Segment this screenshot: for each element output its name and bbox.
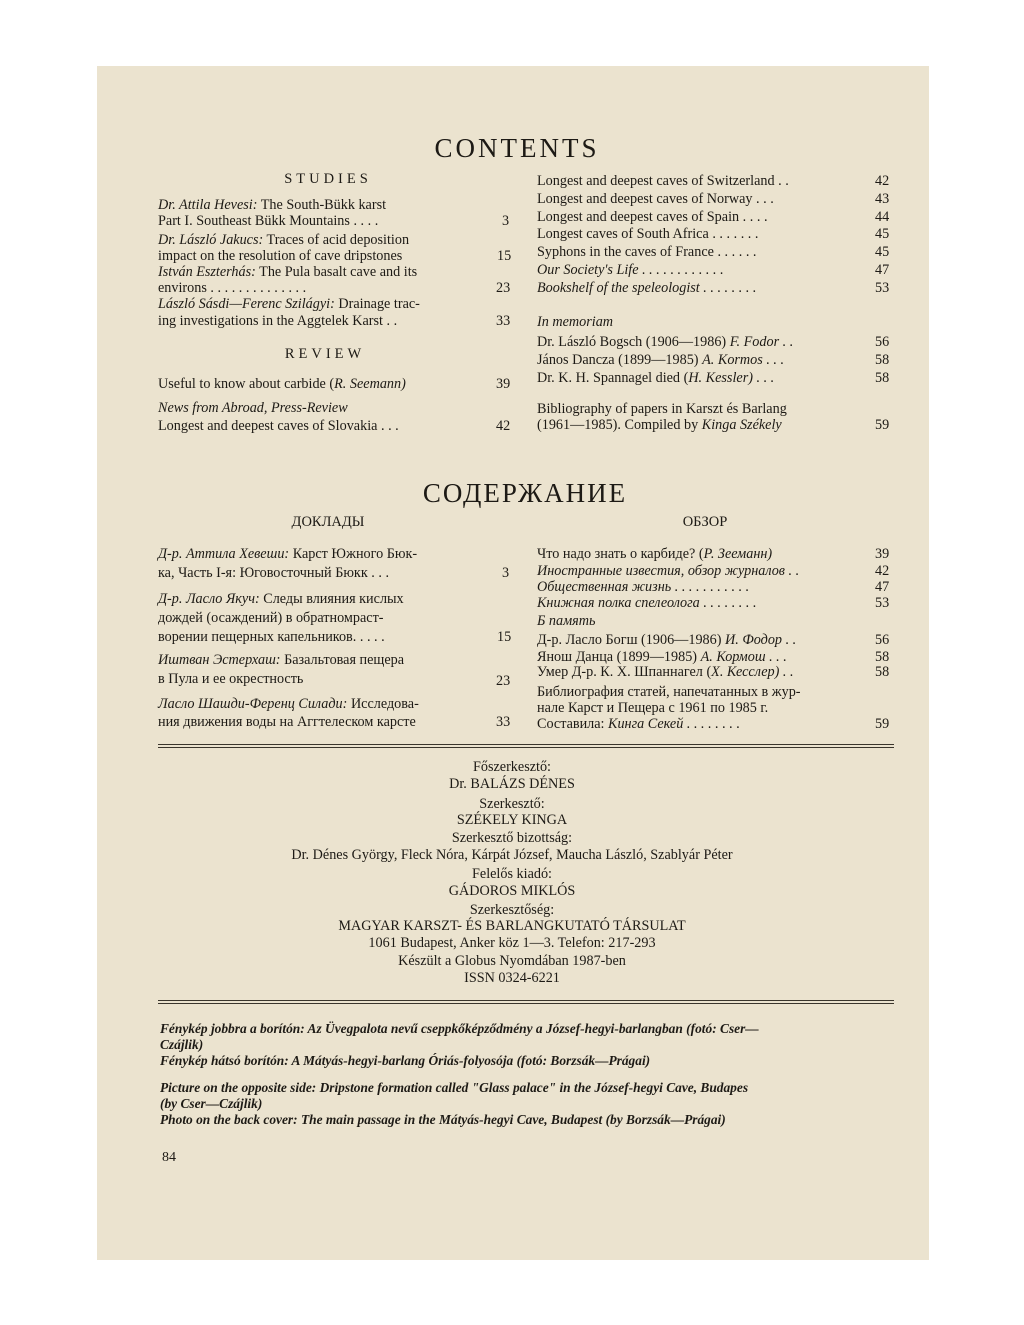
masthead-printer: Készült a Globus Nyomdában 1987-ben [398,953,626,969]
ru-bibliography-line-2: нале Карст и Пещера с 1961 по 1985 г. [537,700,769,716]
ru-memoriam-2: Янош Данца (1899—1985) А. Кормош . . . [537,649,787,665]
ru-review-1: Что надо знать о карбиде? (Р. Зееманн) [537,546,773,562]
review-heading: REVIEW [284,346,366,362]
ru-memoriam-2-page: 58 [875,649,890,665]
right-entry-6: Our Society's Life . . . . . . . . . . . . [537,262,724,278]
ru-review-4: Книжная полка спелеолога . . . . . . . . [537,595,757,611]
right-entry-1-page: 42 [875,173,890,189]
ru-review-2: Иностранные известия, обзор журналов . . [537,563,800,579]
caption-back-en: Photo on the back cover: The main passage in the Mátyás-hegyi Cave, Budapest (by Borzsák—Prágai) [160,1112,726,1127]
memoriam-2-page: 58 [875,352,890,368]
ru-bibliography-line-3: Составила: Кинга Секей . . . . . . . . [537,716,741,732]
bibliography-line-1: Bibliography of papers in Karszt és Barlang [537,401,787,417]
ru-study-3-line-2: в Пула и ее окрестность [158,671,304,687]
divider-lower [158,1000,894,1001]
right-entry-3-page: 44 [875,209,890,225]
ru-review-4-page: 53 [875,595,890,611]
study-3-line-2: environs . . . . . . . . . . . . . . [158,280,307,296]
masthead-society: MAGYAR KARSZT- ÉS BARLANGKUTATÓ TÁRSULAT [338,918,686,934]
right-entry-5-page: 45 [875,244,890,260]
studies-heading: STUDIES [284,171,372,187]
ru-study-4-line-1: Ласло Шашди-Ференц Силади: Исследова- [158,696,419,712]
ru-study-3-line-1: Иштван Эстерхаш: Базальтовая пещера [158,652,405,668]
caption-front-hu-1: Fénykép jobbra a borítón: Az Üvegpalota nevű cseppkőképződmény a József-hegyi-barlangban (fotó: Cser— [160,1021,759,1036]
ru-review-3: Общественная жизнь . . . . . . . . . . . [537,579,750,595]
caption-back-hu: Fénykép hátsó borítón: A Mátyás-hegyi-barlang Óriás-folyosója (fotó: Borzsák—Prágai) [160,1053,651,1068]
study-2-line-2: impact on the resolution of cave dripstones [158,248,403,264]
ru-study-1-line-1: Д-р. Аттила Хевеши: Карст Южного Бюк- [158,546,418,562]
right-entry-2-page: 43 [875,191,890,207]
ru-study-4-page: 33 [496,714,511,730]
right-entry-7-page: 53 [875,280,890,296]
page-number: 84 [162,1150,176,1165]
review-2: News from Abroad, Press-Review [158,400,348,416]
review-3: Longest and deepest caves of Slovakia . . . [158,418,399,434]
study-1-line-1: Dr. Attila Hevesi: The South-Bükk karst [158,197,387,213]
study-3-page: 23 [496,280,511,296]
ru-bibliography-line-1: Библиография статей, напечатанных в жур- [537,684,801,700]
in-memoriam-heading: In memoriam [537,314,614,330]
ru-memoriam-heading: Б память [537,613,596,629]
divider-upper [158,744,894,745]
ru-study-2-page: 15 [497,629,512,645]
ru-study-4-line-2: ния движения воды на Аггтелеском карсте [158,714,416,730]
ru-memoriam-1: Д-р. Ласло Богш (1906—1986) И. Фодор . . [537,632,797,648]
ru-memoriam-3-page: 58 [875,664,890,680]
ru-memoriam-1-page: 56 [875,632,890,648]
ru-study-2-line-2: дождей (осаждений) в обратномраст- [158,610,384,626]
right-entry-6-page: 47 [875,262,890,278]
ru-bibliography-page: 59 [875,716,890,732]
memoriam-1-page: 56 [875,334,890,350]
divider-lower-2 [158,1003,894,1004]
right-entry-4: Longest caves of South Africa . . . . . . . [537,226,759,242]
ru-memoriam-3: Умер Д-р. К. Х. Шпаннагел (Х. Кесслер) . . [537,664,794,680]
study-4-line-1: László Sásdi—Ferenc Szilágyi: Drainage trac- [158,296,420,312]
ru-study-1-page: 3 [502,565,510,581]
masthead-editor-label: Szerkesztő: [479,796,545,812]
study-1-page: 3 [502,213,510,229]
bibliography-line-2: (1961—1985). Compiled by Kinga Székely [537,417,782,433]
masthead-chief-editor: Dr. BALÁZS DÉNES [449,776,575,792]
masthead-publisher-label: Felelős kiadó: [472,866,552,882]
memoriam-3-page: 58 [875,370,890,386]
ru-study-3-page: 23 [496,673,511,689]
study-3-line-1: István Eszterhás: The Pula basalt cave and its [158,264,418,280]
ru-study-2-line-1: Д-р. Ласло Якуч: Следы влияния кислых [158,591,404,607]
masthead-board-label: Szerkesztő bizottság: [451,830,573,846]
caption-front-en-1: Picture on the opposite side: Dripstone formation called "Glass palace" in the József-hegyi Cave, Budapes [160,1080,749,1095]
review-1-page: 39 [496,376,511,392]
ru-review-3-page: 47 [875,579,890,595]
masthead-editor: SZÉKELY KINGA [456,812,568,828]
ru-review-1-page: 39 [875,546,890,562]
russian-review-heading: ОБЗОР [682,514,728,530]
divider-upper-2 [158,747,894,748]
study-1-line-2: Part I. Southeast Bükk Mountains . . . . [158,213,379,229]
review-3-page: 42 [496,418,511,434]
right-entry-3: Longest and deepest caves of Spain . . . . [537,209,768,225]
right-entry-4-page: 45 [875,226,890,242]
ru-study-1-line-2: ка, Часть I-я: Юговосточный Бюкк . . . [158,565,390,581]
contents-title: CONTENTS [434,133,600,163]
right-entry-1: Longest and deepest caves of Switzerland . . [537,173,789,189]
study-4-line-2: ing investigations in the Aggtelek Karst . . [158,313,398,329]
masthead-issn: ISSN 0324-6221 [464,970,560,986]
masthead-board: Dr. Dénes György, Fleck Nóra, Kárpát József, Maucha László, Szablyár Péter [291,847,733,863]
memoriam-1: Dr. László Bogsch (1906—1986) F. Fodor . . [537,334,794,350]
study-2-line-1: Dr. László Jakucs: Traces of acid deposition [158,232,410,248]
review-1: Useful to know about carbide (R. Seemann) [158,376,406,392]
russian-contents-title: СОДЕРЖАНИЕ [422,478,628,508]
bibliography-page: 59 [875,417,890,433]
russian-reports-heading: ДОКЛАДЫ [291,514,365,530]
right-entry-2: Longest and deepest caves of Norway . . . [537,191,774,207]
masthead-publisher: GÁDOROS MIKLÓS [448,883,576,899]
ru-review-2-page: 42 [875,563,890,579]
right-entry-5: Syphons in the caves of France . . . . . . [537,244,757,260]
right-entry-7: Bookshelf of the speleologist . . . . . . . . [537,280,757,296]
masthead-address: 1061 Budapest, Anker köz 1—3. Telefon: 217-293 [368,935,656,951]
masthead-office-label: Szerkesztőség: [469,902,555,918]
study-2-page: 15 [497,248,512,264]
ru-study-2-line-3: ворении пещерных капельников. . . . . [158,629,385,645]
study-4-page: 33 [496,313,511,329]
memoriam-2: János Dancza (1899—1985) A. Kormos . . . [537,352,785,368]
caption-front-hu-2: Czájlik) [160,1037,204,1052]
memoriam-3: Dr. K. H. Spannagel died (H. Kessler) . . . [537,370,775,386]
caption-front-en-2: (by Cser—Czájlik) [160,1096,263,1111]
masthead-chief-editor-label: Főszerkesztő: [472,759,551,775]
